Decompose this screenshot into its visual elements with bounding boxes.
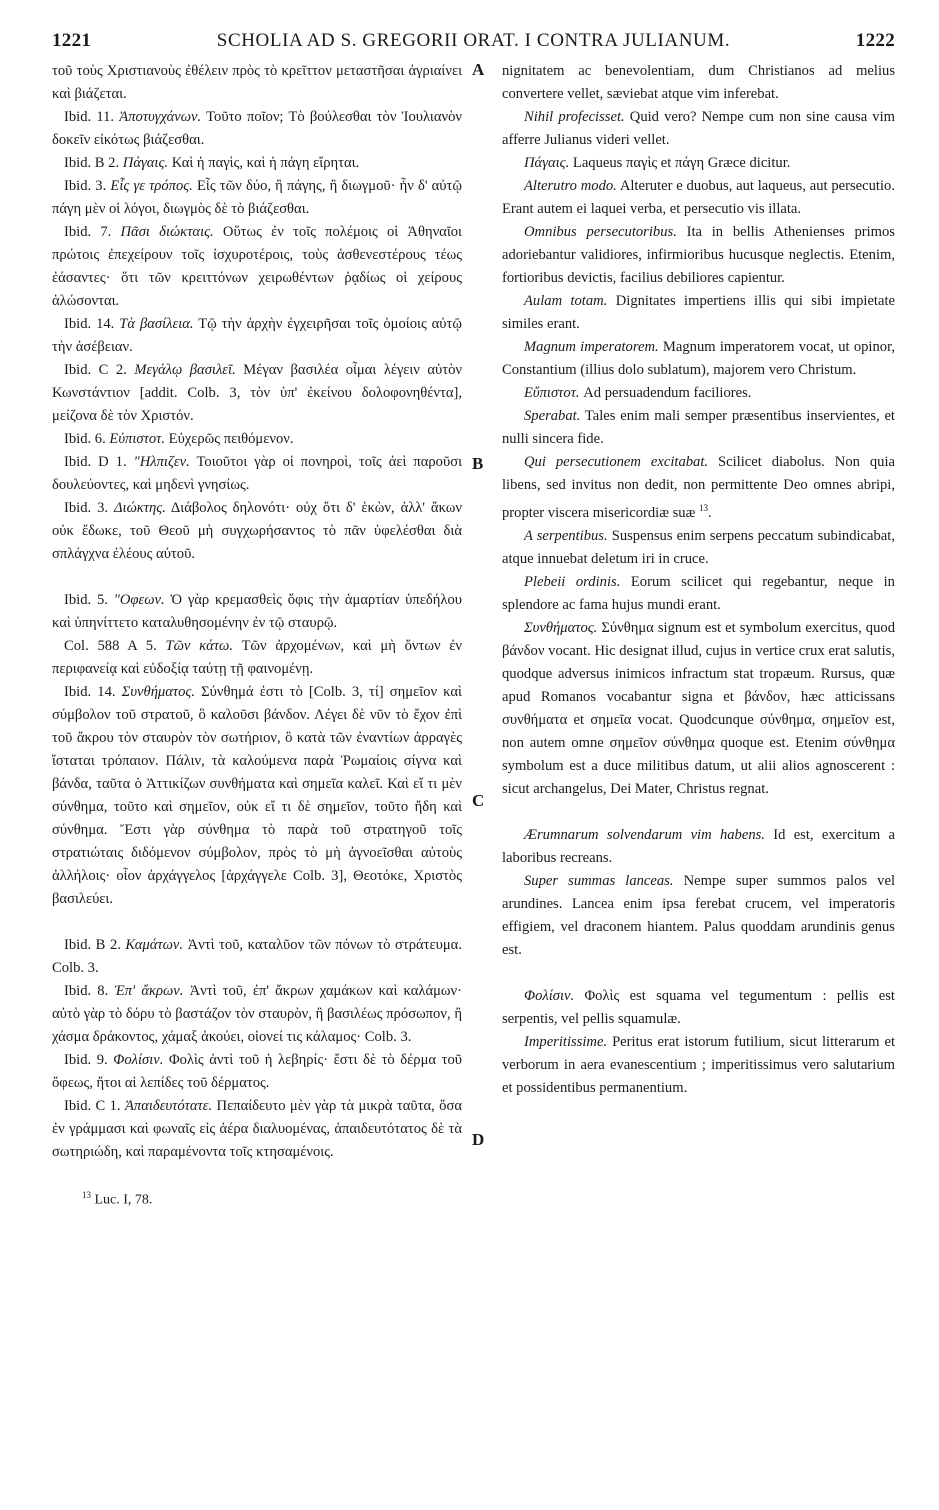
gutter xyxy=(462,60,502,1164)
scholion-greek xyxy=(52,221,462,313)
scholion-ref: Ibid. B 2. xyxy=(64,155,120,171)
scholion-greek xyxy=(52,451,462,497)
scholion-lemma: Ἀπαιδευτότατε. xyxy=(124,1098,213,1114)
scholion-latin xyxy=(502,985,895,1031)
scholion-latin xyxy=(502,525,895,571)
scholion-latin xyxy=(502,221,895,290)
scholion-greek xyxy=(52,980,462,1049)
scholion-lemma: Sperabat. xyxy=(524,408,581,424)
two-column-body xyxy=(52,60,895,1164)
scholion-greek xyxy=(52,60,462,106)
scholion-lemma: Εὔπιστοτ. xyxy=(524,385,580,401)
scholion-ref: Ibid. 8. xyxy=(64,983,109,999)
margin-letter-a: A xyxy=(472,60,485,79)
scholion-text: Magnum imperatorem vocat, ut opinor, Constantium (illius dolo sublatum), majorem vero Christum. xyxy=(502,339,895,378)
scholion-text: Εἷς τῶν δύο, ἢ πάγης, ἢ διωγμοῦ· ἦν δ' αὐτῷ πάγη μὲν οἱ λόγοι, διωγμὸς δὲ τὸ βιάζεσθαι. xyxy=(52,178,462,217)
scholion-latin xyxy=(502,1031,895,1100)
scholion-lemma: Ærumnarum solvendarum vim habens. xyxy=(524,826,765,843)
scholion-ref: Ibid. 14. xyxy=(64,684,116,700)
scholion-ref: Ibid. 9. xyxy=(64,1052,108,1068)
scholion-lemma: Πάγαις. xyxy=(524,155,570,171)
scholion-text: Εὐχερῶς πειθόμενον. xyxy=(168,431,294,447)
scholion-text: Ad persuadendum faciliores. xyxy=(583,385,752,401)
scholion-lemma: Omnibus persecutoribus. xyxy=(524,224,677,240)
scholion-latin xyxy=(502,451,895,525)
scholion-greek xyxy=(52,152,462,175)
scholion-text: Σύνθημα signum est et symbolum exercitus, quod βάνδον vocant. Hic designat illud, cujus in vertice crux erat salutis, quodque adversus inimicos infractum stat tropæum. Rursus, quæ apud Romanos vocabantur signa et βάνδον, hæc atticissans συνθήματα et σημεῖα vocat. Quodcunque σύνθημα, σημεῖον est, non autem omne σημεῖον σύνθημα quoque est. Etenim σύνθημα symbolum est a duce militibus datum, ut alii alios agnoscerent : sicut archangelus, Dei Mater, Christus regnat. xyxy=(502,619,895,797)
scholion-latin xyxy=(502,152,895,175)
scholion-lemma: Συνθήματος. xyxy=(121,684,196,700)
scholion-latin xyxy=(502,106,895,152)
scholion-text: Τοῦτο ποῖον; Τὸ βούλεσθαι τὸν Ἰουλιανὸν δοκεῖν εἰκότως βιάζεσθαι. xyxy=(52,109,462,148)
spacer xyxy=(52,911,462,934)
page-number-left: 1221 xyxy=(52,30,92,51)
scholion-ref: Ibid. 14. xyxy=(64,316,115,332)
latin-column xyxy=(502,60,895,1164)
scholion-text: nignitatem ac benevolentiam, dum Christianos ad melius convertere vellet, sæviebat atque vim inferebat. xyxy=(502,63,895,102)
scholion-latin xyxy=(502,382,895,405)
scholion-text: Alteruter e duobus, aut laqueus, aut persecutio. Erant autem ei laquei verba, et persecutio vis illata. xyxy=(502,178,895,217)
scholion-text: Τῶν ἀρχομένων, καὶ μὴ ὄντων ἐν περιφανείᾳ καὶ εὐδοξίᾳ ταύτῃ τῇ φαινομένῃ. xyxy=(52,638,463,677)
scholion-punct: . xyxy=(707,504,712,521)
scholion-lemma: Qui persecutionem excitabat. xyxy=(524,454,709,470)
scholion-ref: Ibid. 3. xyxy=(64,178,107,194)
scholion-greek xyxy=(52,589,462,635)
scholion-greek xyxy=(52,681,462,911)
scholion-text: Τοιοῦτοι γὰρ οἱ πονηροὶ, τοῖς ἀεὶ παροῦσι δουλεύοντες, καὶ μηδενὶ γνησίως. xyxy=(52,454,462,493)
scholion-lemma: Καμάτων. xyxy=(125,937,184,953)
scholion-text: Μέγαν βασιλέα οἶμαι λέγειν αὐτὸν Κωνστάντιον [addit. Colb. 3, τὸν ὑπ' ἐκείνου δολοφονηθέντα], μείζονα δὲ τὸν Χριστόν. xyxy=(52,362,463,424)
scholion-ref: Ibid. C 2. xyxy=(64,362,127,378)
scholion-lemma: Μεγάλῳ βασιλεῖ. xyxy=(134,362,236,378)
scholion-greek xyxy=(52,428,462,451)
footnote-mark: 13 xyxy=(82,1190,91,1200)
scholion-lemma: Φολίσιν. xyxy=(113,1052,164,1068)
margin-letter-c: C xyxy=(472,791,485,810)
scholion-lemma: Nihil profecisset. xyxy=(524,109,625,125)
scholion-lemma: "Ηλπιζεν. xyxy=(133,454,190,470)
scholion-latin xyxy=(502,870,895,962)
scholion-ref: Ibid. 3. xyxy=(64,500,109,516)
footnote-text: Luc. I, 78. xyxy=(94,1192,153,1208)
scholion-ref: Ibid. 6. xyxy=(64,431,106,447)
scholion-lemma: Εἷς γε τρόπος. xyxy=(110,178,193,194)
scholion-lemma: Alterutro modo. xyxy=(524,178,617,194)
scholion-text: Quid vero? Nempe cum non sine causa vim afferre Julianus videri vellet. xyxy=(502,109,895,148)
scholion-lemma: Συνθήματος. xyxy=(524,619,598,636)
scholion-text: Nempe super summos palos vel arundines. Lancea enim ipsa ferebat crucem, vel imperatoris effigiem, vel draconem hiantem. Palus quoddam arundinis genus est. xyxy=(502,872,895,958)
scholion-ref: Ibid. D 1. xyxy=(64,454,127,470)
scholion-lemma: Φολίσιν. xyxy=(524,987,575,1004)
scholion-ref: Ibid. 5. xyxy=(64,592,108,608)
scholion-lemma: Πάγαις. xyxy=(122,155,169,171)
scholion-latin xyxy=(502,617,895,801)
scholion-text: τοῦ τοὺς Χριστιανοὺς ἐθέλειν πρὸς τὸ κρεῖττον μεταστῆσαι ἀγριαίνει καὶ βιάζεται. xyxy=(52,63,462,102)
scholion-lemma: Πᾶσι διώκταις. xyxy=(120,224,214,240)
scholion-greek xyxy=(52,635,462,681)
scholion-latin xyxy=(502,336,895,382)
scholion-latin xyxy=(502,824,895,870)
spacer xyxy=(52,566,462,589)
scholion-greek xyxy=(52,175,462,221)
scholion-ref: Ibid. B 2. xyxy=(64,937,121,953)
running-title: SCHOLIA AD S. GREGORII ORAT. I CONTRA JULIANUM. xyxy=(216,30,731,51)
scholion-greek xyxy=(52,934,462,980)
scholion-greek xyxy=(52,359,462,428)
scholion-lemma: Διώκτης. xyxy=(113,500,166,516)
spacer xyxy=(502,801,895,824)
scholion-text: Ἀντὶ τοῦ, καταλῦον τῶν πόνων τὸ στράτευμα. Colb. 3. xyxy=(52,937,462,976)
scholion-latin xyxy=(502,571,895,617)
scholion-lemma: Ἐπ' ἄκρων. xyxy=(114,983,184,999)
page-number-right: 1222 xyxy=(855,30,895,51)
scholion-latin xyxy=(502,290,895,336)
scholion-text: Τῷ τὴν ἀρχὴν ἐγχειρῆσαι τοῖς ὁμοίοις αὐτῷ τὴν ἀσέβειαν. xyxy=(52,316,462,355)
greek-column xyxy=(52,60,462,1164)
scholion-greek xyxy=(52,313,462,359)
running-header xyxy=(52,30,895,52)
scholion-lemma: Aulam totam. xyxy=(524,293,608,309)
scholion-lemma: "Οφεων. xyxy=(113,592,165,608)
scholion-lemma: Τὰ βασίλεια. xyxy=(119,316,194,332)
scholion-text: Καὶ ἡ παγὶς, καὶ ἡ πάγη εἴρηται. xyxy=(171,155,360,171)
scholion-latin xyxy=(502,175,895,221)
scholion-text: Peritus erat istorum futilium, sicut litterarum et verborum in aera evanescentium ; imperitissimus vero salutarium et possidentibus permanentium. xyxy=(502,1033,896,1096)
footnote-ref: 13 xyxy=(698,503,708,513)
scholion-text: Ita in bellis Athenienses primos adoriebantur validiores, infirmioribus hucusque neglectis. Etenim, fortioribus devictis, facilius debiliores capientur. xyxy=(502,224,895,286)
scholion-ref: Ibid. C 1. xyxy=(64,1098,121,1114)
footnote xyxy=(52,1190,895,1209)
scholion-text: Tales enim mali semper præsentibus inservientes, et nulli sincera fide. xyxy=(502,408,895,447)
scholion-greek xyxy=(52,1049,462,1095)
scholion-greek xyxy=(52,106,462,152)
scholion-latin xyxy=(502,405,895,451)
scholion-lemma: A serpentibus. xyxy=(524,527,608,544)
scholion-lemma: Imperitissime. xyxy=(524,1033,608,1050)
scholion-text: Διάβολος δηλονότι· οὐχ ὅτι δ' ἑκὼν, ἀλλ' ἄκων οὐκ ἔδωκε, τοῦ Θεοῦ μὴ συγχωρήσαντος τὸ πᾶν ὑφελέσθαι διὰ σπλάγχνα ἐλέους αὐτοῦ. xyxy=(52,500,462,562)
scholion-text: Πεπαίδευτο μὲν γὰρ τὰ μικρὰ ταῦτα, ὅσα ἐν γράμμασι καὶ φωναῖς εἰς ἀέρα διαλυομένας, ἀπαιδευτότατος δὲ τὰ σωτηριώδη, καὶ παραμένοντα τοῖς κτησαμένοις. xyxy=(52,1098,462,1160)
scholion-greek xyxy=(52,1095,462,1164)
scholion-lemma: Super summas lanceas. xyxy=(524,872,674,889)
scholion-text: Ὁ γὰρ κρεμασθεὶς ὄφις τὴν ἁμαρτίαν ὑπεδήλου καὶ ὑπηνίττετο καταλυθησομένην ἐν τῷ σταυρῷ. xyxy=(52,592,462,631)
scholion-lemma: Εὐπιστοτ. xyxy=(109,431,165,447)
scholion-ref: Ibid. 7. xyxy=(64,224,112,240)
scholion-text: Suspensus enim serpens peccatum subindicabat, atque innuebat deletum iri in cruce. xyxy=(502,527,895,567)
scholion-latin xyxy=(502,60,895,106)
scholion-text: Eorum scilicet qui regebantur, neque in splendore ac fama hujus mundi erant. xyxy=(502,573,895,613)
scholion-text: Φολὶς ἀντὶ τοῦ ἡ λεβηρίς· ἔστι δὲ τὸ δέρμα τοῦ ὄφεως, ἤτοι αἱ λεπίδες τοῦ δέρματος. xyxy=(52,1052,462,1091)
scholion-lemma: Plebeii ordinis. xyxy=(524,573,621,590)
scholion-ref: Ibid. 11. xyxy=(64,109,115,125)
scholion-text: Ἀντὶ τοῦ, ἐπ' ἄκρων χαμάκων καὶ καλάμων· αὐτὸ γὰρ τὸ δόρυ τὸ βαστάζον τὸν σταυρὸν, ἢ βασιλέως πρόσωπον, ἢ χάσμα δράκοντος, χάμαξ ἀκούει, οἱονεί τις κάλαμος· Colb. 3. xyxy=(52,983,462,1045)
scholion-text: Φολὶς est squama vel tegumentum : pellis est serpentis, vel pellis squamulæ. xyxy=(502,987,895,1027)
scholion-text: Σύνθημά ἐστι τὸ [Colb. 3, τί] σημεῖον καὶ σύμβολον τοῦ στρατοῦ, ὃ καλοῦσι βάνδον. Λέγει δὲ νῦν τὸ ἔχον ἐπὶ τοῦ ἄκρου τὸν σταυρὸν τὸν σωτήριον, ὃ κατὰ τῶν ἐναντίων ἀρραγὲς ἵσταται τρόπαιον. Πάλιν, τὰ καλούμενα παρὰ Ῥωμαίοις σίγνα καὶ βάνδα, ταῦτα ὁ Ἀττικίζων συνθήματα καὶ σημεῖα καλεῖ. Καὶ εἴ τι μὲν σύνθημα, τοῦτο καὶ σημεῖον, οὐκ εἴ τι δὲ σημεῖον, τοῦτο ἤδη καὶ σύνθημα. Ἔστι γὰρ σύνθημα τὸ παρὰ τοῦ στρατηγοῦ τοῖς στρατιώταις διδόμενον σύμβολον, πρὸς τὸ μὴ ἀγνοεῖσθαι αὐτοὺς ἀλλήλοις· οἷον ἀρχάγγελος [ἀρχάγγελε Colb. 3], Θεοτόκε, Χριστὸς βασιλεύει. xyxy=(52,684,462,907)
scholion-text: Id est, exercitum a laboribus recreans. xyxy=(502,826,895,866)
spacer xyxy=(502,962,895,985)
scholion-lemma: Ἀποτυγχάνων. xyxy=(119,109,202,125)
scholion-text: Dignitates impertiens illis qui sibi impietate similes erant. xyxy=(502,293,895,332)
margin-letter-d: D xyxy=(472,1130,485,1149)
scholion-greek xyxy=(52,497,462,566)
scholion-text: Scilicet diabolus. Non quia libens, sed invitus non dedit, non permittente Deo omnes abripi, propter viscera misericordiæ suæ xyxy=(502,454,895,521)
scholion-lemma: Τῶν κάτω. xyxy=(165,638,233,654)
scholion-text: Οὕτως ἐν τοῖς πολέμοις οἱ Ἀθηναῖοι πρώτοις ἐπεχείρουν τοῖς ἰσχυροτέροις, τοὺς ἀσθενεστέρους τέως ἐάσαντες· ὅτι τῶν κρειττόνων χειρωθέντων ῥᾳδίως οἱ χείρους ἁλώσονται. xyxy=(52,224,462,309)
scholion-lemma: Magnum imperatorem. xyxy=(524,339,659,355)
margin-letter-b: B xyxy=(472,454,484,473)
scholion-text: Laqueus παγὶς et πάγη Græce dicitur. xyxy=(572,155,791,171)
scholion-ref: Col. 588 A 5. xyxy=(64,638,157,654)
